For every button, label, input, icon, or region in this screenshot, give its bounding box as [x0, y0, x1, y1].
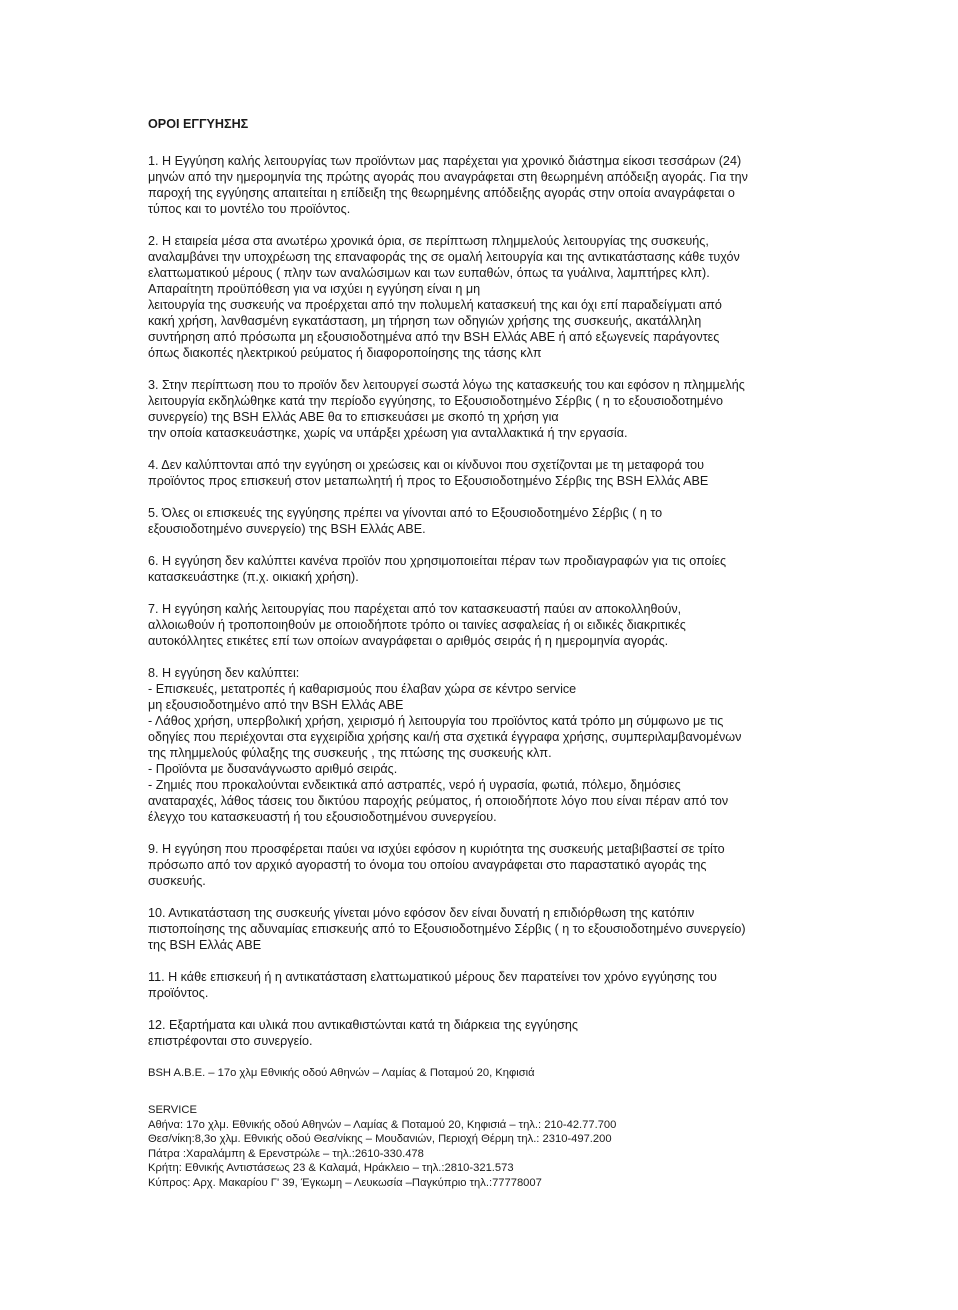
service-section	[148, 1103, 828, 1190]
clause-line: προϊόντος.	[148, 986, 209, 1000]
clause-line: λειτουργία της συσκευής να προέρχεται από την πολυμελή κατασκευή της και όχι επί παραδείγματι από	[148, 298, 722, 312]
clause-line: 5. Όλες οι επισκευές της εγγύησης πρέπει να γίνονται από το Εξουσιοδοτημένο Σέρβις ( η το	[148, 506, 663, 520]
warranty-document	[148, 116, 828, 1190]
clause-line: - Λάθος χρήση, υπερβολική χρήση, χειρισμό ή λειτουργία του προϊόντος κατά τρόπο μη σύμφωνο με τις	[148, 714, 724, 728]
clause-line: εξουσιοδοτημένο συνεργείο) της BSH Ελλάς ΑΒΕ.	[148, 522, 426, 536]
clause-line: οδηγίες που περιέχονται στα εγχειρίδια χρήσης και/ή στα σχετικά έγγραφα χρήσης, συμπεριλαμβανομένων	[148, 730, 742, 744]
clause-line: κακή χρήση, λανθασμένη εγκατάσταση, μη τήρηση των οδηγιών χρήσης της συσκευής, ακατάλληλη	[148, 314, 702, 328]
clause-line: ελαττωματικού μέρους ( πλην των αναλώσιμων και των ευπαθών, όπως τα γυάλινα, λαμπτήρες κλπ).	[148, 266, 710, 280]
clause-line: - Επισκευές, μετατροπές ή καθαρισμούς που έλαβαν χώρα σε κέντρο service	[148, 682, 577, 696]
warranty-clause	[148, 601, 828, 649]
clause-line: αναλαμβάνει την υποχρέωση της επαναφοράς της σε ομαλή λειτουργία και της αντικατάστασης κάθε τυχόν	[148, 250, 740, 264]
clause-line: 12. Εξαρτήματα και υλικά που αντικαθιστώνται κατά τη διάρκεια της εγγύησης	[148, 1018, 578, 1032]
service-location-line: Κρήτη: Εθνικής Αντιστάσεως 23 & Καλαμά, Ηράκλειο – τηλ.:2810-321.573	[148, 1162, 514, 1174]
warranty-clause	[148, 457, 828, 489]
clause-line: πρόσωπο από τον αρχικό αγοραστή το όνομα του οποίου αναγράφεται στο παραστατικό αγοράς της	[148, 858, 707, 872]
clause-line: 8. Η εγγύηση δεν καλύπτει:	[148, 666, 300, 680]
warranty-clause	[148, 969, 828, 1001]
clause-line: 4. Δεν καλύπτονται από την εγγύηση οι χρεώσεις και οι κίνδυνοι που σχετίζονται με τη μεταφορά του	[148, 458, 705, 472]
warranty-clause	[148, 1017, 828, 1049]
clause-line: λειτουργία εκδηλώθηκε κατά την περίοδο εγγύησης, το Εξουσιοδοτημένο Σέρβις ( η το εξουσιοδοτημένο	[148, 394, 724, 408]
clause-line: αλλοιωθούν ή τροποποιηθούν με οποιοδήποτε τρόπο οι ταινίες ασφαλείας ή οι ειδικές διακριτικές	[148, 618, 686, 632]
clause-line: 11. Η κάθε επισκευή ή η αντικατάσταση ελαττωματικού μέρους δεν παρατείνει τον χρόνο εγγύησης του	[148, 970, 717, 984]
clause-line: επιστρέφονται στο συνεργείο.	[148, 1034, 313, 1048]
clause-line: 2. Η εταιρεία μέσα στα ανωτέρω χρονικά όρια, σε περίπτωση πλημμελούς λειτουργίας της συσκευής,	[148, 234, 709, 248]
service-location-line: Κύπρος: Αρχ. Μακαρίου Γ' 39, Έγκωμη – Λευκωσία –Παγκύπριο τηλ.:77778007	[148, 1176, 542, 1189]
warranty-clause	[148, 377, 828, 441]
company-address: BSH A.B.E. – 17ο χλμ Εθνικής οδού Αθηνών – Λαμίας & Ποταμού 20, Κηφισιά	[148, 1067, 535, 1079]
document-title: ΟΡΟΙ ΕΓΓΥΗΣΗΣ	[148, 117, 249, 131]
clause-line: προϊόντος προς επισκευή στον μεταπωλητή ή προς το Εξουσιοδοτημένο Σέρβις της BSH Ελλάς ΑΒΕ	[148, 474, 709, 488]
clause-line: 9. Η εγγύηση που προσφέρεται παύει να ισχύει εφόσον η κυριότητα της συσκευής μεταβιβαστεί σε τρίτο	[148, 842, 725, 856]
clause-line: μη εξουσιοδοτημένο από την BSH Ελλάς ΑΒΕ	[148, 698, 404, 712]
clause-line: μηνών από την ημερομηνία της πρώτης αγοράς που αναγράφεται στη θεωρημένη απόδειξη αγοράς. Για την	[148, 170, 748, 184]
service-location-line: Θεσ/νίκη:8,3ο χλμ. Εθνικής οδού Θεσ/νίκης – Μουδανιών, Περιοχή Θέρμη τηλ.: 2310-497.200	[148, 1133, 612, 1145]
service-locations	[148, 1118, 828, 1191]
service-location-line: Πάτρα :Χαραλάμπη & Ερενστρώλε – τηλ.:2610-330.478	[148, 1147, 424, 1160]
clause-line: αναταραχές, λάθος τάσεις του δικτύου παροχής ρεύματος, ή οποιοδήποτε λόγο που είναι πέραν από τον	[148, 794, 729, 808]
clause-line: αυτοκόλλητες ετικέτες επί των οποίων αναγράφεται ο αριθμός σειράς ή η ημερομηνία αγοράς.	[148, 634, 669, 648]
clause-line: Απαραίτητη προϋπόθεση για να ισχύει η εγγύηση είναι η μη	[148, 282, 481, 296]
clause-line: της BSH Ελλάς ΑΒΕ	[148, 938, 262, 952]
clause-line: 7. Η εγγύηση καλής λειτουργίας που παρέχεται από τον κατασκευαστή παύει αν αποκολληθούν,	[148, 602, 682, 616]
clause-line: συσκευής.	[148, 874, 206, 888]
clause-line: της πλημμελούς φύλαξης της συσκευής , της πτώσης της συσκευής κλπ.	[148, 746, 552, 760]
clause-line: τύπος και το μοντέλο του προϊόντος.	[148, 202, 351, 216]
clause-line: την οποία κατασκευάστηκε, χωρίς να υπάρξει χρέωση για ανταλλακτικά ή την εργασία.	[148, 426, 628, 440]
service-location-line: Αθήνα: 17ο χλμ. Εθνικής οδού Αθηνών – Λαμίας & Ποταμού 20, Κηφισιά – τηλ.: 210-42.77.700	[148, 1118, 617, 1131]
clause-line: 3. Στην περίπτωση που το προϊόν δεν λειτουργεί σωστά λόγω της κατασκευής του και εφόσον η πλημμελής	[148, 378, 745, 392]
clause-line: κατασκευάστηκε (π.χ. οικιακή χρήση).	[148, 570, 359, 584]
clause-line: έλεγχο του κατασκευαστή ή του εξουσιοδοτημένου συνεργείου.	[148, 810, 497, 824]
clause-line: - Προϊόντα με δυσανάγνωστο αριθμό σειράς.	[148, 762, 398, 776]
clause-line: - Ζημιές που προκαλούνται ενδεικτικά από αστραπές, νερό ή υγρασία, φωτιά, πόλεμο, δημόσιες	[148, 778, 681, 792]
clause-line: συνεργείο) της BSH Ελλάς ΑΒΕ θα το επισκευάσει με σκοπό τη χρήση για	[148, 410, 559, 424]
warranty-clause	[148, 553, 828, 585]
warranty-clause	[148, 905, 828, 953]
clause-line: 6. Η εγγύηση δεν καλύπτει κανένα προϊόν που χρησιμοποιείται πέραν των προδιαγραφών για τις οποίες	[148, 554, 727, 568]
clause-line: συντήρηση από πρόσωπα μη εξουσιοδοτημένα από την BSH Ελλάς ΑΒΕ ή από εξωγενείς παράγοντες	[148, 330, 720, 344]
warranty-clause	[148, 153, 828, 217]
warranty-clauses	[148, 153, 828, 1049]
warranty-clause	[148, 841, 828, 889]
clause-line: παροχή της εγγύησης απαιτείται η επίδειξη της θεωρημένης απόδειξης αγοράς στην οποία αναγράφεται ο	[148, 186, 735, 200]
clause-line: όπως διακοπές ηλεκτρικού ρεύματος ή διαφοροποίησης της τάσης κλπ	[148, 346, 542, 360]
warranty-clause	[148, 665, 828, 825]
clause-line: 10. Αντικατάσταση της συσκευής γίνεται μόνο εφόσον δεν είναι δυνατή η επιδιόρθωση της κατόπιν	[148, 906, 695, 920]
clause-line: πιστοποίησης της αδυναμίας επισκευής από το Εξουσιοδοτημένο Σέρβις ( η το εξουσιοδοτημένο συνεργείο)	[148, 922, 746, 936]
clause-line: 1. Η Εγγύηση καλής λειτουργίας των προϊόντων μας παρέχεται για χρονικό διάστημα είκοσι τεσσάρων (24)	[148, 154, 742, 168]
warranty-clause	[148, 233, 828, 361]
service-heading: SERVICE	[148, 1104, 197, 1116]
warranty-clause	[148, 505, 828, 537]
